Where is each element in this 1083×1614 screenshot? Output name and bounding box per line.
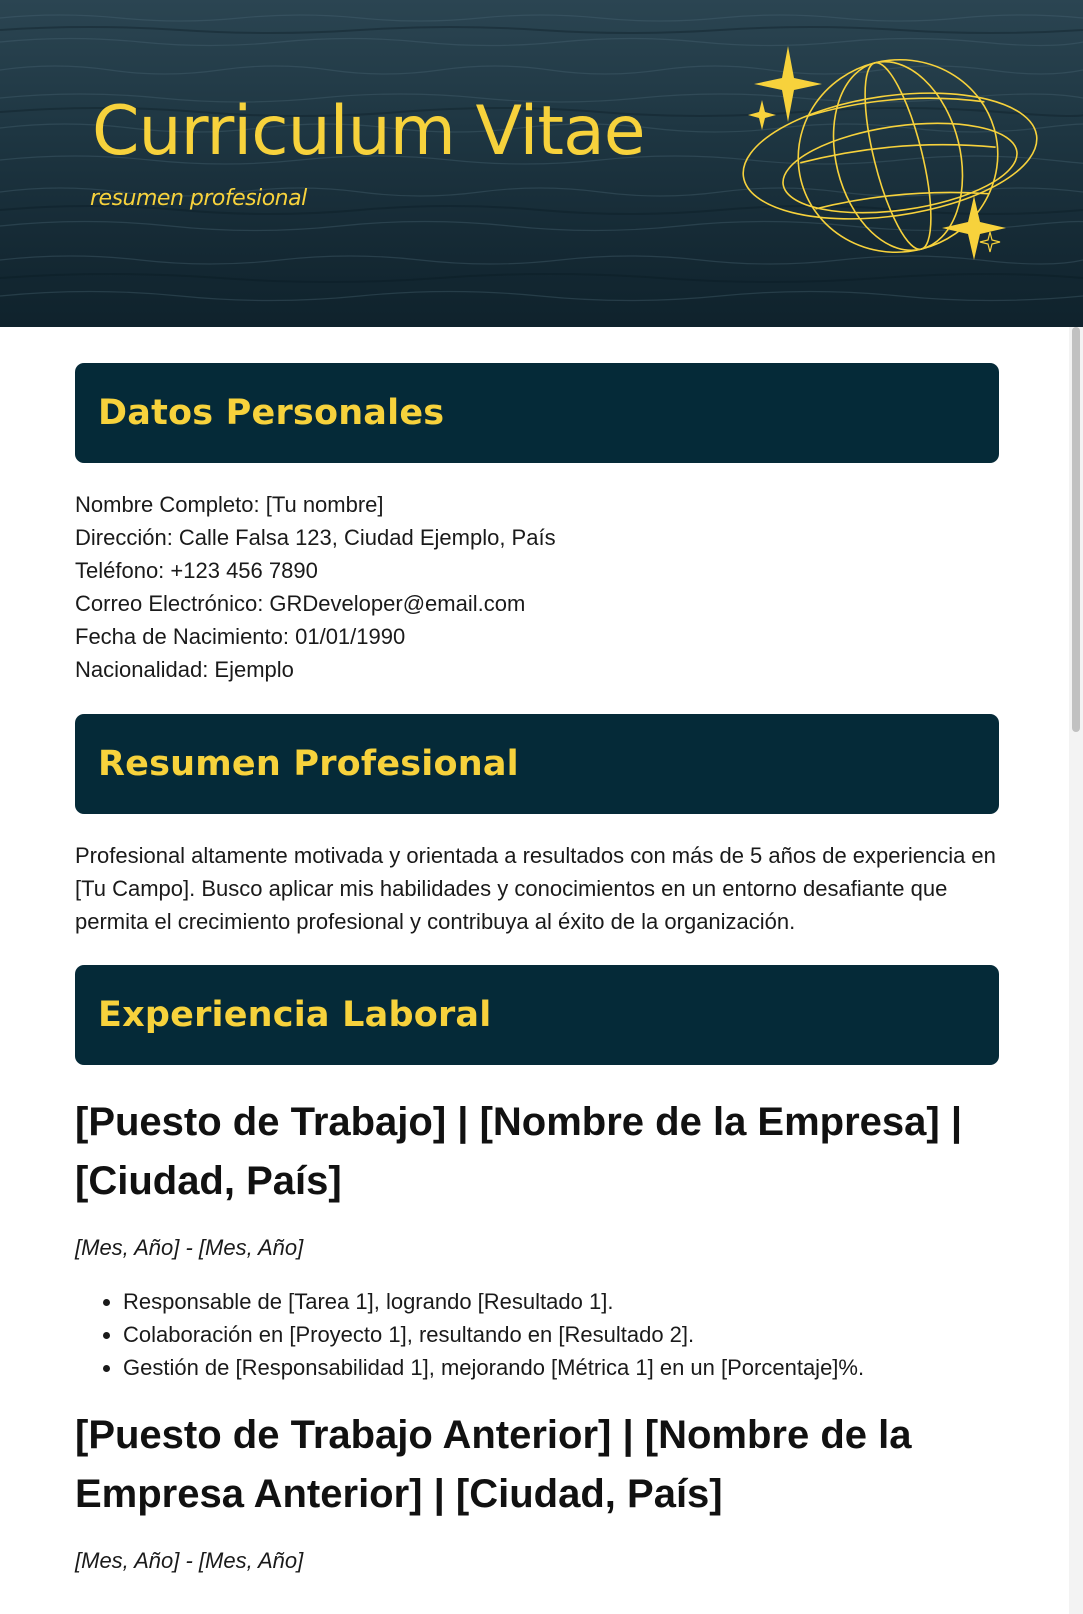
scrollbar-thumb[interactable]	[1072, 327, 1080, 732]
cv-subtitle: resumen profesional	[90, 186, 307, 211]
job-bullet: • Gestión de [Responsabilidad 1], mejorando [Métrica 1] en un [Porcentaje]%.	[123, 1351, 999, 1384]
info-email: Correo Electrónico: GRDeveloper@email.com	[75, 591, 526, 616]
section-heading-summary: Resumen Profesional	[98, 744, 519, 784]
job-title-previous: [Puesto de Trabajo Anterior] | [Nombre de la Empresa Anterior] | [Ciudad, País]	[75, 1413, 912, 1516]
section-header-personal	[75, 363, 999, 463]
section-heading-experience: Experiencia Laboral	[98, 995, 492, 1035]
job-bullet: • Colaboración en [Proyecto 1], resultando en [Resultado 2].	[123, 1318, 999, 1351]
job-title: [Puesto de Trabajo] | [Nombre de la Empresa] | [Ciudad, País]	[75, 1100, 963, 1203]
info-full-name: Nombre Completo: [Tu nombre]	[75, 492, 384, 517]
job-dates-previous: [Mes, Año] - [Mes, Año]	[75, 1548, 304, 1573]
globe-with-sparkles-icon	[740, 38, 1060, 278]
job-bullet-list	[75, 1285, 999, 1384]
scrollbar[interactable]	[1069, 327, 1083, 1614]
personal-info-list	[75, 488, 999, 686]
header-banner	[0, 0, 1083, 327]
info-nationality: Nacionalidad: Ejemplo	[75, 657, 294, 682]
section-heading-personal: Datos Personales	[98, 393, 445, 433]
cv-content	[75, 363, 999, 1576]
info-phone: Teléfono: +123 456 7890	[75, 558, 318, 583]
summary-text: Profesional altamente motivada y orientada a resultados con más de 5 años de experiencia en [Tu Campo]. Busco aplicar mis habilidades y conocimientos en un entorno desafiante que permita el crecimiento profesional y contribuya al éxito de la organización.	[75, 843, 996, 934]
info-birth-date: Fecha de Nacimiento: 01/01/1990	[75, 624, 406, 649]
section-header-experience	[75, 965, 999, 1065]
cv-title: Curriculum Vitae	[92, 92, 645, 171]
job-dates: [Mes, Año] - [Mes, Año]	[75, 1235, 304, 1260]
job-bullet: • Responsable de [Tarea 1], logrando [Resultado 1].	[123, 1285, 999, 1318]
info-address: Dirección: Calle Falsa 123, Ciudad Ejemplo, País	[75, 525, 556, 550]
section-header-summary	[75, 714, 999, 814]
